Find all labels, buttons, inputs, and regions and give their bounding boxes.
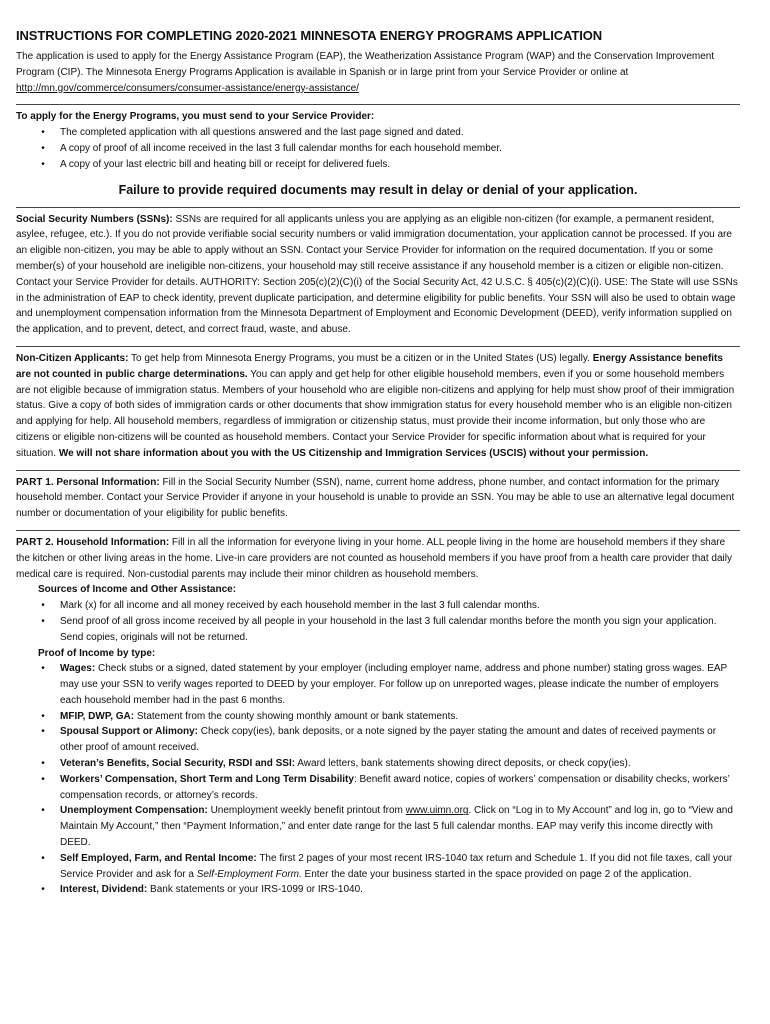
bullet-icon: •: [41, 805, 45, 817]
list-item: • Interest, Dividend: Bank statements or your IRS-1099 or IRS-1040.: [16, 882, 740, 898]
divider: [16, 346, 740, 347]
list-item: • Spousal Support or Alimony: Check copy(ies), bank deposits, or a note signed by the payer stating the amount and dates of received payments or other proof of amount received.: [16, 724, 740, 756]
list-item: • MFIP, DWP, GA: Statement from the county showing monthly amount or bank statements.: [16, 709, 740, 725]
ssn-section: Social Security Numbers (SSNs): SSNs are required for all applicants unless you are applying as an eligible non-citizen (for example, a permanent resident, asylee, refugee, etc.). If you do not provide verifiable social security numbers or valid immigration documentation, your application cannot be processed. If you are an eligible non-citizen, you may be able to apply without an SSN. Contact your Service Provider for information on the required documentation. If you or some member(s) of your household are ineligible non-citizens, your household may still receive assistance if any household member is a citizen or eligible non-citizen. Contact your Service Provider for details. AUTHORITY: Section 205(c)(2)(C)(i) of the Social Security Act, 42 U.S.C. § 405(c)(2)(C)(i). USE: The State will use SSNs in the administration of EAP to check identity, prevent duplicate participation, and determine eligibility for public benefits. Your SSN will also be used to obtain wage and unemployment compensation information from the Minnesota Department of Employment and Economic Development (DEED), verify information supplied on the application, and to prevent, detect, and correct fraud, waste, and abuse.: [16, 213, 738, 336]
bullet-icon: •: [41, 600, 45, 612]
divider: [16, 207, 740, 208]
divider: [16, 104, 740, 105]
part2-paragraph: PART 2. Household Information: Fill in all the information for everyone living in your home. ALL people living in the home are household members if they share the kitchen or other living areas in the home. Live-in care providers are not counted as household members if you have proof from a health care provider that daily medical care is required. Non-custodial parents may include their minor children as household members.: [16, 536, 732, 580]
warning-banner: Failure to provide required documents may result in delay or denial of your application.: [118, 182, 638, 197]
list-item: • The completed application with all questions answered and the last page signed and dated.: [16, 125, 740, 141]
proof-list: [16, 661, 740, 898]
bullet-icon: •: [41, 852, 45, 864]
list-item: • A copy of your last electric bill and heating bill or receipt for delivered fuels.: [16, 157, 740, 173]
ssn-label: Social Security Numbers (SSNs):: [16, 213, 173, 225]
sources-list: [16, 598, 740, 645]
list-item: • Veteran’s Benefits, Social Security, RSDI and SSI: Award letters, bank statements showing direct deposits, or check copy(ies).: [16, 756, 740, 772]
list-item: • Workers’ Compensation, Short Term and Long Term Disability: Benefit award notice, copies of workers’ compensation or disability checks, workers’ compensation records, or attorney’s records.: [16, 772, 740, 804]
page-title: INSTRUCTIONS FOR COMPLETING 2020-2021 MINNESOTA ENERGY PROGRAMS APPLICATION: [16, 28, 603, 43]
part2-section: [16, 535, 740, 898]
list-item: • Mark (x) for all income and all money received by each household member in the last 3 full calendar months.: [16, 598, 740, 614]
apply-section: [16, 109, 740, 172]
list-item: • Self Employed, Farm, and Rental Income: The first 2 pages of your most recent IRS-1040 tax return and Schedule 1. If you did not file taxes, call your Service Provider and ask for a Self-Employment Form. Enter the date your business started in the space provided on page 2 of the application.: [16, 851, 740, 883]
intro-text: The application is used to apply for the Energy Assistance Program (EAP), the Weatherization Assistance Program (WAP) and the Conservation Improvement Program (CIP). The Minnesota Energy Programs Application is available in Spanish or in large print from your Service Provider or online at: [16, 51, 715, 78]
bullet-icon: •: [41, 142, 45, 154]
part2-label: PART 2. Household Information:: [16, 536, 170, 548]
part1-label: PART 1. Personal Information:: [16, 476, 160, 488]
apply-list: [16, 125, 740, 172]
bullet-icon: •: [41, 615, 45, 627]
bullet-icon: •: [41, 663, 45, 675]
bullet-icon: •: [41, 758, 45, 770]
bullet-icon: •: [41, 726, 45, 738]
apply-heading: To apply for the Energy Programs, you must send to your Service Provider:: [16, 111, 375, 123]
divider: [16, 530, 740, 531]
list-item: • Send proof of all gross income received by all people in your household in the last 3 full calendar months before the month you sign your application. Send copies, originals will not be returned.: [16, 614, 740, 646]
uimn-link[interactable]: www.uimn.org: [405, 805, 469, 817]
proof-heading: Proof of Income by type:: [38, 647, 156, 659]
part1-section: PART 1. Personal Information: Fill in the Social Security Number (SSN), name, current home address, phone number, and contact information for the primary household member. Contact your Service Provider if anyone in your household is unable to provide an SSN. You may be able to use an alternative legal document number or documentation of your eligibility for public benefits.: [16, 476, 735, 520]
bullet-icon: •: [41, 884, 45, 896]
list-item: • Unemployment Compensation: Unemployment weekly benefit printout from www.uimn.org. Click on “Log in to My Account” and log in, go to “View and Maintain My Account,” then “Payment Information,” and enter date range for the last 5 full calendar months. EAP may verify this income directly with DEED.: [16, 803, 740, 850]
noncitizen-label: Non-Citizen Applicants:: [16, 352, 129, 364]
list-item: • A copy of proof of all income received in the last 3 full calendar months for each household member.: [16, 141, 740, 157]
bullet-icon: •: [41, 158, 45, 170]
noncitizen-section: Non-Citizen Applicants: To get help from Minnesota Energy Programs, you must be a citizen or in the United States (US) legally. Energy Assistance benefits are not counted in public charge determinations. You can apply and get help for other eligible household members, even if you or some household members are not eligible because of immigration status. Members of your household who are eligible non-citizens and applying for help must show proof of their immigration status. Give a copy of both sides of immigration cards or other documents that show immigration status for every household member who is an eligible non-citizen and applying for help. All household members, regardless of immigration or citizenship status, must provide their income information, but only those who are citizens or eligible non-citizens will be counted as household members. Contact your Service Provider for specific information about what is required for your situation. We will not share information about you with the US Citizenship and Immigration Services (USCIS) without your permission.: [16, 352, 735, 459]
list-item: • Wages: Check stubs or a signed, dated statement by your employer (including employer name, address and phone number) stating gross wages. EAP may use your SSN to verify wages reported to DEED by your employer. For follow up on unreported wages, please indicate the number of employers each household member had in the past 6 months.: [16, 661, 740, 708]
bullet-icon: •: [41, 710, 45, 722]
intro-paragraph: [16, 49, 740, 96]
bullet-icon: •: [41, 773, 45, 785]
bullet-icon: •: [41, 127, 45, 139]
sources-heading: Sources of Income and Other Assistance:: [38, 584, 237, 596]
divider: [16, 470, 740, 471]
energy-assistance-link[interactable]: http://mn.gov/commerce/consumers/consumer-assistance/energy-assistance/: [16, 82, 359, 94]
